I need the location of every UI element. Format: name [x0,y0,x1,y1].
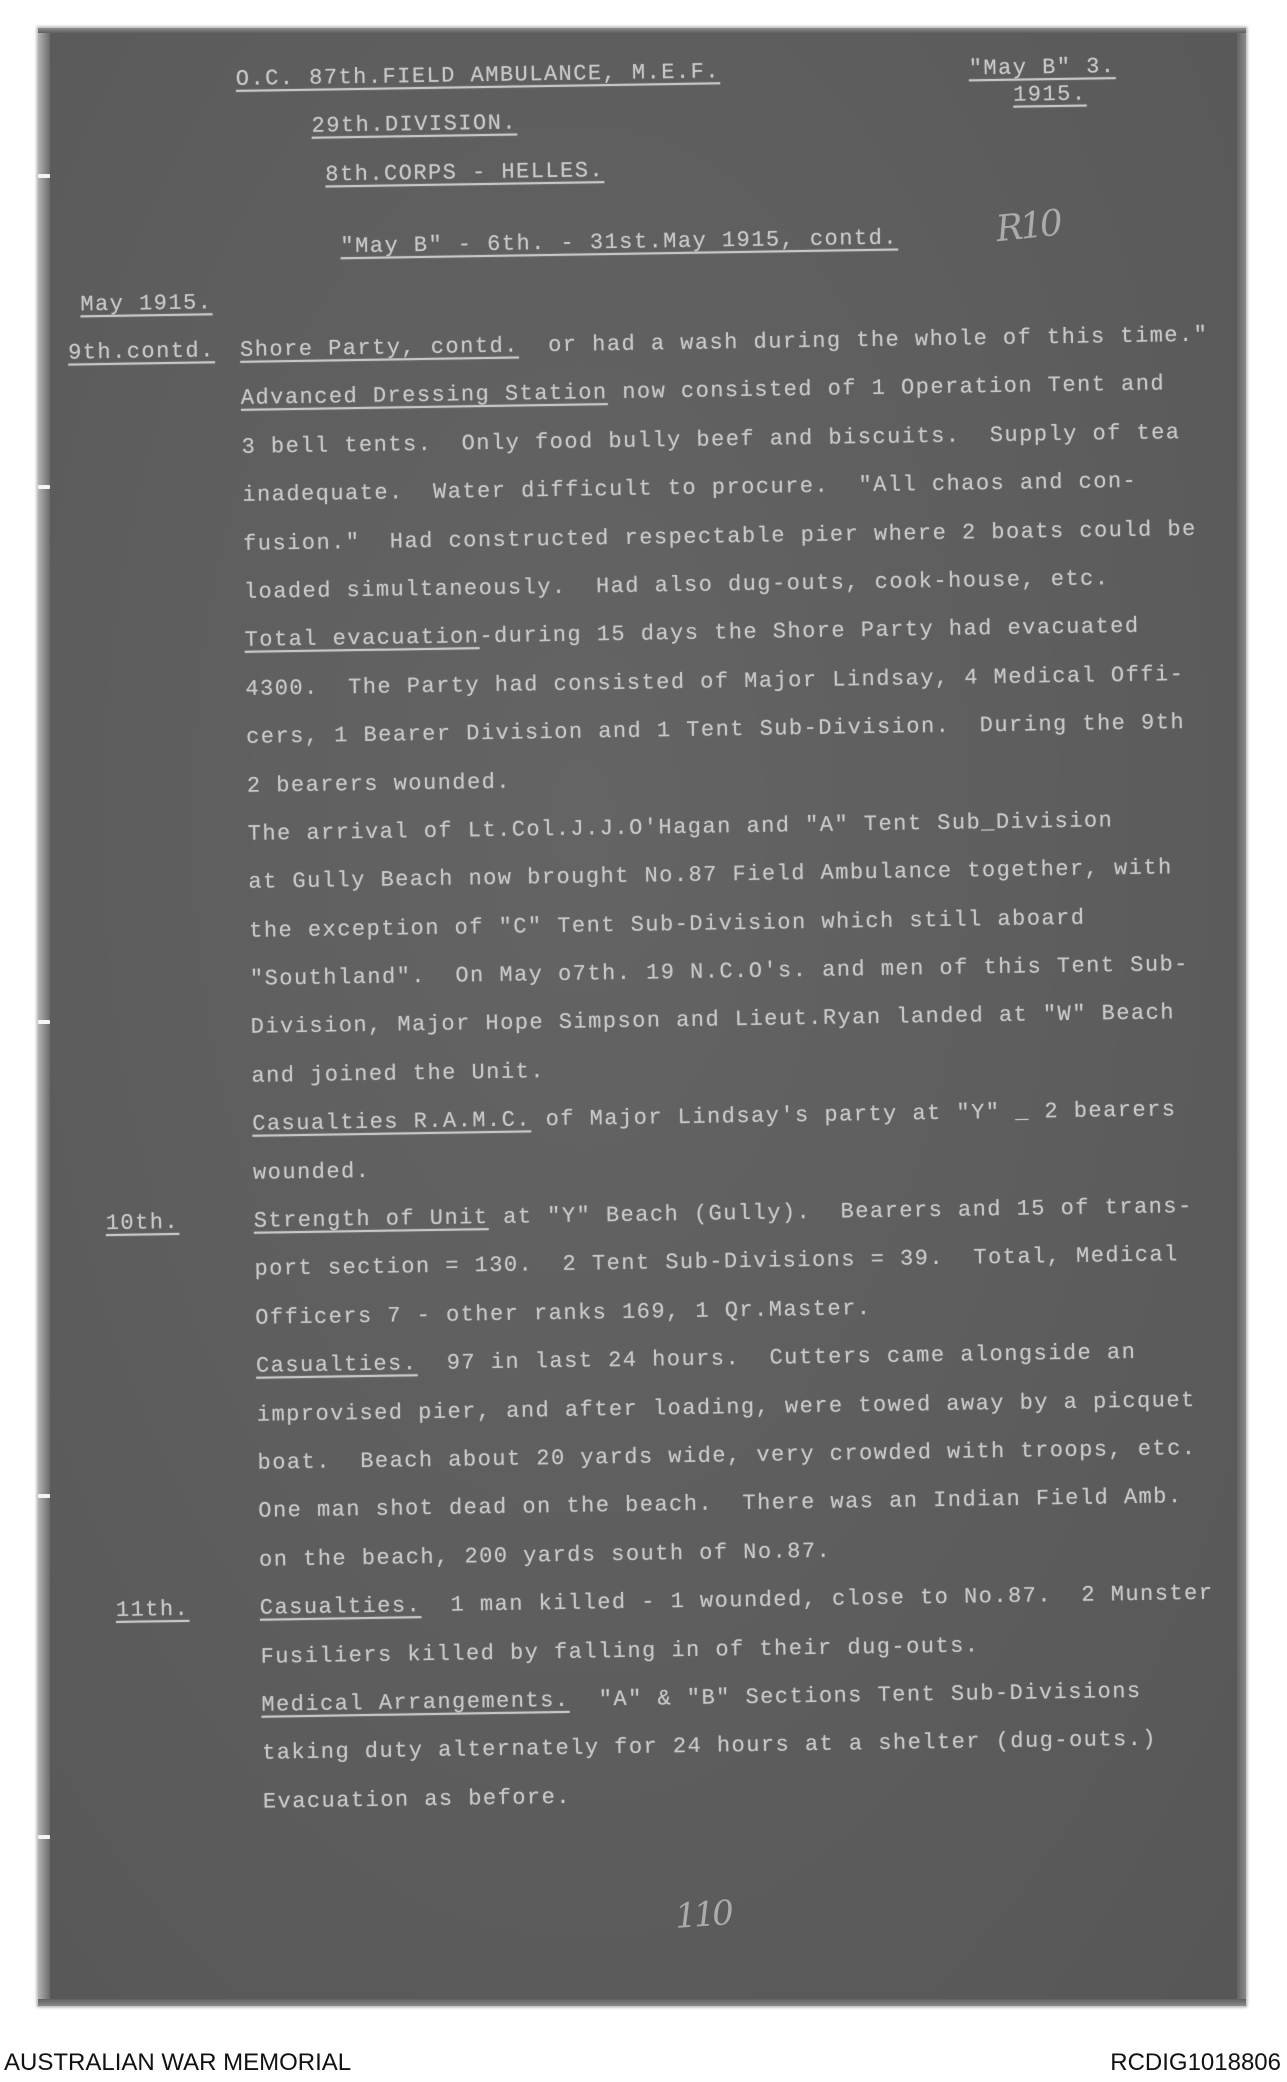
line-text: Fusiliers killed by falling in of their dug-outs. [260,1632,980,1670]
line-body: now consisted of 1 Operation Tent and [607,371,1166,406]
line-text: inadequate. Water difficult to procure. "All chaos and con- [242,468,1138,509]
folio-mark: R10 [993,202,1062,251]
division-heading: 29th.DIVISION. [311,110,518,139]
paper-edge-bottom [38,1999,1246,2006]
line-text: port section = 130. 2 Tent Sub-Divisions = 39. Total, Medical [254,1242,1179,1283]
section-heading: Medical Arrangements. [261,1687,570,1718]
diary-title: "May B" - 6th. - 31st.May 1915, contd. [340,225,899,260]
date-label: 10th. [105,1209,180,1237]
binding-notch [38,1020,50,1024]
line-text: The arrival of Lt.Col.J.J.O'Hagan and "A" Tent Sub_Division [247,808,1114,847]
line-text: 3 bell tents. Only food bully beef and biscuits. Supply of tea [241,419,1181,460]
line-text: "Southland". On May o7th. 19 N.C.O's. and men of this Tent Sub- [249,952,1190,992]
section-heading: Strength of Unit [253,1205,489,1234]
line-body: -during 15 days the Shore Party had evacuated [479,614,1140,650]
record-id: RCDIG1018806 [1110,2049,1281,2076]
line-text: fusion." Had constructed respectable pier where 2 boats could be [242,516,1197,557]
section-heading: Shore Party, contd. [239,333,520,363]
line-text: and joined the Unit. [251,1059,546,1089]
line-text: wounded. [252,1158,371,1186]
line-text: cers, 1 Bearer Division and 1 Tent Sub-Division. During the 9th [245,710,1186,750]
document-sheet [38,28,1246,2006]
line-text: 4300. The Party had consisted of Major Lindsay, 4 Medical Offi- [245,661,1185,702]
line-text: on the beach, 200 yards south of No.87. [258,1538,832,1573]
section-heading: Total evacuation [244,624,480,654]
month-label: May 1915. [80,289,213,317]
section-heading: Casualties. [259,1593,422,1621]
section-heading: Casualties R.A.M.C. [252,1107,532,1138]
section-heading: Casualties. [255,1351,418,1379]
line-text: One man shot dead on the beach. There was an Indian Field Amb. [258,1484,1183,1525]
institution-name: AUSTRALIAN WAR MEMORIAL [4,2049,352,2076]
diary-entries [42,263,1246,1830]
line-body: at "Y" Beach (Gully). Bearers and 15 of trans- [488,1194,1193,1231]
line-text: Evacuation as before. [262,1784,572,1815]
line-body: of Major Lindsay's party at "Y" _ 2 bearers [530,1097,1177,1133]
line-body: "A" & "B" Sections Tent Sub-Divisions [569,1678,1142,1713]
reference-number: "May B" 3. [968,54,1116,82]
line-text: taking duty alternately for 24 hours at a shelter (dug-outs.) [261,1726,1158,1767]
reference-year: 1915. [1012,81,1087,108]
line-text: boat. Beach about 20 yards wide, very crowded with troops, etc. [257,1435,1197,1476]
binding-notch [38,1494,50,1498]
binding-notch [38,1835,50,1839]
date-label: 11th. [115,1596,190,1624]
line-text: loaded simultaneously. Had also dug-outs, cook-house, etc. [243,566,1110,605]
line-text: Officers 7 - other ranks 169, 1 Qr.Master. [255,1295,872,1331]
footer-bar [0,2047,1287,2079]
line-text: Division, Major Hope Simpson and Lieut.Ryan landed at "W" Beach [250,1000,1176,1041]
corps-heading: 8th.CORPS - HELLES. [325,158,605,188]
unit-heading: O.C. 87th.FIELD AMBULANCE, M.E.F. [235,59,721,92]
line-body: 1 man killed - 1 wounded, close to No.87. 2 Munster [421,1580,1214,1619]
line-body: or had a wash during the whole of this time." [518,322,1209,359]
section-heading: Advanced Dressing Station [240,380,608,412]
line-text: 2 bearers wounded. [246,769,512,799]
typed-text-layer [38,28,1246,1908]
line-text: improvised pier, and after loading, were towed away by a picquet [256,1387,1196,1428]
line-text: the exception of "C" Tent Sub-Division which still aboard [249,905,1086,944]
page-number: 110 [673,1893,733,1937]
line-text: at Gully Beach now brought No.87 Field Ambulance together, with [248,855,1173,896]
line-body: 97 in last 24 hours. Cutters came alongside an [417,1340,1137,1377]
date-label: 9th.contd. [67,338,216,366]
